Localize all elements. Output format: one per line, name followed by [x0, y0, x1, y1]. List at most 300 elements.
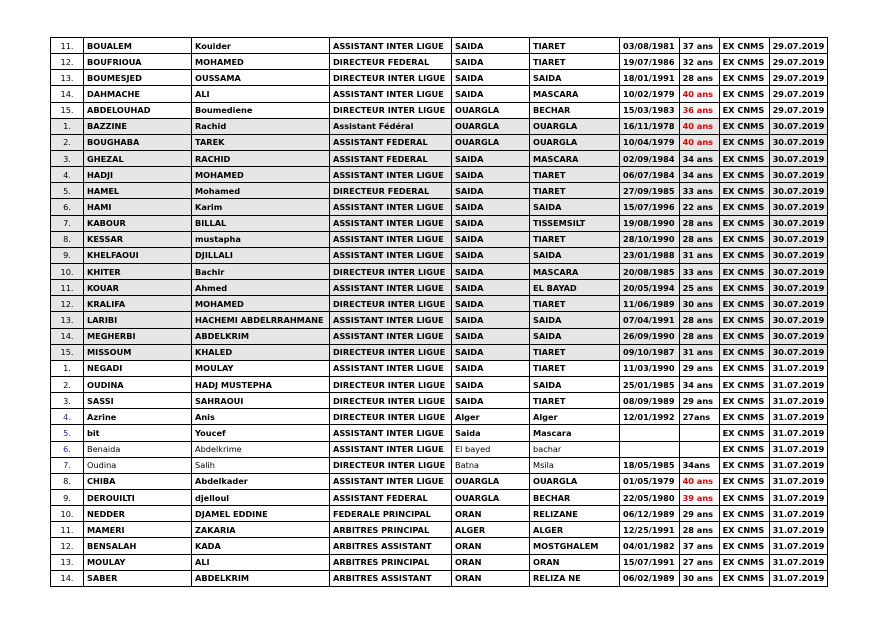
league-cell: ORAN — [452, 570, 530, 586]
function-title-cell: FEDERALE PRINCIPAL — [330, 506, 452, 522]
status-cell: EX CNMS — [719, 38, 769, 54]
last-name-cell: KOUAR — [84, 280, 192, 296]
table-row — [51, 522, 828, 538]
birth-date-cell: 01/05/1979 — [620, 473, 680, 489]
status-cell: EX CNMS — [719, 441, 769, 457]
status-cell: EX CNMS — [719, 376, 769, 392]
session-date-cell: 31.07.2019 — [769, 360, 828, 376]
function-title-cell: ARBITRES ASSISTANT — [330, 570, 452, 586]
league-cell: SAIDA — [452, 38, 530, 54]
age-cell — [679, 425, 719, 441]
birth-date-cell: 19/08/1990 — [620, 215, 680, 231]
last-name-cell: KESSAR — [84, 231, 192, 247]
function-title-cell: ASSISTANT INTER LIGUE — [330, 425, 452, 441]
row-number-cell: 13. — [51, 312, 84, 328]
age-cell: 31 ans — [679, 247, 719, 263]
league-cell: ORAN — [452, 554, 530, 570]
row-number-cell: 8. — [51, 231, 84, 247]
status-cell: EX CNMS — [719, 54, 769, 70]
birth-date-cell: 11/06/1989 — [620, 296, 680, 312]
row-number-cell: 11. — [51, 522, 84, 538]
row-number-cell: 13. — [51, 70, 84, 86]
table-row — [51, 38, 828, 54]
first-name-cell: Rachid — [192, 118, 330, 134]
wilaya-cell: RELIZANE — [530, 506, 620, 522]
first-name-cell: ZAKARIA — [192, 522, 330, 538]
row-number-cell: 6. — [51, 441, 84, 457]
function-title-cell: ASSISTANT INTER LIGUE — [330, 86, 452, 102]
first-name-cell: SAHRAOUI — [192, 393, 330, 409]
session-date-cell: 30.07.2019 — [769, 328, 828, 344]
table-row — [51, 54, 828, 70]
league-cell: SAIDA — [452, 183, 530, 199]
last-name-cell: MOULAY — [84, 554, 192, 570]
birth-date-cell: 12/01/1992 — [620, 409, 680, 425]
last-name-cell: MAMERI — [84, 522, 192, 538]
birth-date-cell: 20/08/1985 — [620, 263, 680, 279]
wilaya-cell: OUARGLA — [530, 473, 620, 489]
table-row — [51, 312, 828, 328]
row-number-cell: 6. — [51, 199, 84, 215]
table-row — [51, 570, 828, 586]
wilaya-cell: Mascara — [530, 425, 620, 441]
status-cell: EX CNMS — [719, 570, 769, 586]
age-cell: 28 ans — [679, 215, 719, 231]
status-cell: EX CNMS — [719, 263, 769, 279]
status-cell: EX CNMS — [719, 457, 769, 473]
session-date-cell: 30.07.2019 — [769, 118, 828, 134]
birth-date-cell: 23/01/1988 — [620, 247, 680, 263]
wilaya-cell: RELIZA NE — [530, 570, 620, 586]
birth-date-cell: 16/11/1978 — [620, 118, 680, 134]
last-name-cell: Benaida — [84, 441, 192, 457]
last-name-cell: BOUALEM — [84, 38, 192, 54]
session-date-cell: 30.07.2019 — [769, 134, 828, 150]
row-number-cell: 11. — [51, 38, 84, 54]
last-name-cell: HAMI — [84, 199, 192, 215]
status-cell: EX CNMS — [719, 473, 769, 489]
table-row — [51, 280, 828, 296]
wilaya-cell: MASCARA — [530, 86, 620, 102]
first-name-cell: MOHAMED — [192, 167, 330, 183]
birth-date-cell: 15/07/1996 — [620, 199, 680, 215]
birth-date-cell — [620, 425, 680, 441]
birth-date-cell: 11/03/1990 — [620, 360, 680, 376]
table-row — [51, 344, 828, 360]
league-cell: SAIDA — [452, 360, 530, 376]
table-row — [51, 328, 828, 344]
league-cell: ORAN — [452, 506, 530, 522]
first-name-cell: DJAMEL EDDINE — [192, 506, 330, 522]
session-date-cell: 31.07.2019 — [769, 473, 828, 489]
table-row — [51, 441, 828, 457]
session-date-cell: 30.07.2019 — [769, 183, 828, 199]
session-date-cell: 31.07.2019 — [769, 506, 828, 522]
birth-date-cell: 06/07/1984 — [620, 167, 680, 183]
row-number-cell: 13. — [51, 554, 84, 570]
age-cell: 31 ans — [679, 344, 719, 360]
birth-date-cell: 22/05/1980 — [620, 489, 680, 505]
wilaya-cell: MASCARA — [530, 150, 620, 166]
session-date-cell: 29.07.2019 — [769, 38, 828, 54]
last-name-cell: KABOUR — [84, 215, 192, 231]
first-name-cell: Kouider — [192, 38, 330, 54]
wilaya-cell: TIARET — [530, 54, 620, 70]
table-row — [51, 215, 828, 231]
referee-list-table — [50, 37, 828, 587]
league-cell: OUARGLA — [452, 473, 530, 489]
session-date-cell: 30.07.2019 — [769, 280, 828, 296]
function-title-cell: ASSISTANT FEDERAL — [330, 134, 452, 150]
status-cell: EX CNMS — [719, 167, 769, 183]
last-name-cell: NEDDER — [84, 506, 192, 522]
age-cell: 37 ans — [679, 538, 719, 554]
table-row — [51, 425, 828, 441]
last-name-cell: BOUMESJED — [84, 70, 192, 86]
session-date-cell: 31.07.2019 — [769, 376, 828, 392]
row-number-cell: 14. — [51, 328, 84, 344]
age-cell: 27ans — [679, 409, 719, 425]
last-name-cell: BOUGHABA — [84, 134, 192, 150]
birth-date-cell: 06/12/1989 — [620, 506, 680, 522]
last-name-cell: HADJI — [84, 167, 192, 183]
function-title-cell: ASSISTANT INTER LIGUE — [330, 473, 452, 489]
league-cell: OUARGLA — [452, 489, 530, 505]
table-row — [51, 247, 828, 263]
age-cell: 29 ans — [679, 360, 719, 376]
age-cell: 30 ans — [679, 570, 719, 586]
league-cell: SAIDA — [452, 54, 530, 70]
first-name-cell: Youcef — [192, 425, 330, 441]
function-title-cell: Assistant Fédéral — [330, 118, 452, 134]
last-name-cell: BENSALAH — [84, 538, 192, 554]
wilaya-cell: ALGER — [530, 522, 620, 538]
row-number-cell: 14. — [51, 570, 84, 586]
function-title-cell: ASSISTANT INTER LIGUE — [330, 199, 452, 215]
row-number-cell: 8. — [51, 473, 84, 489]
row-number-cell: 2. — [51, 134, 84, 150]
league-cell: SAIDA — [452, 312, 530, 328]
age-cell: 40 ans — [679, 86, 719, 102]
table-row — [51, 263, 828, 279]
row-number-cell: 9. — [51, 489, 84, 505]
wilaya-cell: EL BAYAD — [530, 280, 620, 296]
function-title-cell: DIRECTEUR INTER LIGUE — [330, 70, 452, 86]
first-name-cell: KHALED — [192, 344, 330, 360]
status-cell: EX CNMS — [719, 538, 769, 554]
wilaya-cell: SAIDA — [530, 70, 620, 86]
age-cell: 28 ans — [679, 328, 719, 344]
birth-date-cell: 18/05/1985 — [620, 457, 680, 473]
first-name-cell: TAREK — [192, 134, 330, 150]
function-title-cell: ASSISTANT INTER LIGUE — [330, 441, 452, 457]
first-name-cell: mustapha — [192, 231, 330, 247]
birth-date-cell — [620, 441, 680, 457]
function-title-cell: ASSISTANT FEDERAL — [330, 489, 452, 505]
status-cell: EX CNMS — [719, 215, 769, 231]
last-name-cell: KHELFAOUI — [84, 247, 192, 263]
wilaya-cell: TIARET — [530, 167, 620, 183]
last-name-cell: KRALIFA — [84, 296, 192, 312]
birth-date-cell: 15/07/1991 — [620, 554, 680, 570]
first-name-cell: Abdelkader — [192, 473, 330, 489]
session-date-cell: 31.07.2019 — [769, 538, 828, 554]
table-row — [51, 296, 828, 312]
status-cell: EX CNMS — [719, 328, 769, 344]
wilaya-cell: TIARET — [530, 38, 620, 54]
session-date-cell: 30.07.2019 — [769, 231, 828, 247]
session-date-cell: 31.07.2019 — [769, 570, 828, 586]
birth-date-cell: 19/07/1986 — [620, 54, 680, 70]
session-date-cell: 31.07.2019 — [769, 409, 828, 425]
wilaya-cell: TIARET — [530, 360, 620, 376]
wilaya-cell: SAIDA — [530, 199, 620, 215]
status-cell: EX CNMS — [719, 231, 769, 247]
session-date-cell: 30.07.2019 — [769, 215, 828, 231]
last-name-cell: bit — [84, 425, 192, 441]
session-date-cell: 31.07.2019 — [769, 522, 828, 538]
function-title-cell: ASSISTANT INTER LIGUE — [330, 312, 452, 328]
last-name-cell: BOUFRIOUA — [84, 54, 192, 70]
first-name-cell: MOULAY — [192, 360, 330, 376]
row-number-cell: 1. — [51, 360, 84, 376]
league-cell: SAIDA — [452, 70, 530, 86]
wilaya-cell: TISSEMSILT — [530, 215, 620, 231]
wilaya-cell: SAIDA — [530, 312, 620, 328]
session-date-cell: 31.07.2019 — [769, 393, 828, 409]
function-title-cell: DIRECTEUR FEDERAL — [330, 183, 452, 199]
first-name-cell: BILLAL — [192, 215, 330, 231]
age-cell: 29 ans — [679, 393, 719, 409]
function-title-cell: DIRECTEUR INTER LIGUE — [330, 376, 452, 392]
session-date-cell: 29.07.2019 — [769, 86, 828, 102]
row-number-cell: 2. — [51, 376, 84, 392]
status-cell: EX CNMS — [719, 70, 769, 86]
league-cell: SAIDA — [452, 231, 530, 247]
age-cell: 27 ans — [679, 554, 719, 570]
age-cell: 30 ans — [679, 296, 719, 312]
league-cell: SAIDA — [452, 280, 530, 296]
status-cell: EX CNMS — [719, 425, 769, 441]
function-title-cell: ARBITRES PRINCIPAL — [330, 522, 452, 538]
league-cell: SAIDA — [452, 199, 530, 215]
birth-date-cell: 26/09/1990 — [620, 328, 680, 344]
age-cell: 39 ans — [679, 489, 719, 505]
session-date-cell: 31.07.2019 — [769, 457, 828, 473]
league-cell: SAIDA — [452, 344, 530, 360]
age-cell: 34ans — [679, 457, 719, 473]
status-cell: EX CNMS — [719, 506, 769, 522]
last-name-cell: MISSOUM — [84, 344, 192, 360]
function-title-cell: ASSISTANT FEDERAL — [330, 150, 452, 166]
row-number-cell: 12. — [51, 54, 84, 70]
last-name-cell: ABDELOUHAD — [84, 102, 192, 118]
league-cell: Alger — [452, 409, 530, 425]
table-row — [51, 86, 828, 102]
function-title-cell: DIRECTEUR INTER LIGUE — [330, 409, 452, 425]
age-cell: 34 ans — [679, 376, 719, 392]
row-number-cell: 12. — [51, 538, 84, 554]
league-cell: OUARGLA — [452, 118, 530, 134]
session-date-cell: 30.07.2019 — [769, 263, 828, 279]
last-name-cell: BAZZINE — [84, 118, 192, 134]
function-title-cell: ASSISTANT INTER LIGUE — [330, 231, 452, 247]
status-cell: EX CNMS — [719, 312, 769, 328]
first-name-cell: ABDELKRIM — [192, 570, 330, 586]
row-number-cell: 10. — [51, 263, 84, 279]
age-cell: 25 ans — [679, 280, 719, 296]
birth-date-cell: 06/02/1989 — [620, 570, 680, 586]
age-cell: 28 ans — [679, 522, 719, 538]
table-row — [51, 134, 828, 150]
function-title-cell: DIRECTEUR INTER LIGUE — [330, 344, 452, 360]
session-date-cell: 29.07.2019 — [769, 102, 828, 118]
table-row — [51, 409, 828, 425]
league-cell: ALGER — [452, 522, 530, 538]
last-name-cell: NEGADI — [84, 360, 192, 376]
status-cell: EX CNMS — [719, 102, 769, 118]
birth-date-cell: 03/08/1981 — [620, 38, 680, 54]
function-title-cell: DIRECTEUR INTER LIGUE — [330, 102, 452, 118]
wilaya-cell: SAIDA — [530, 376, 620, 392]
status-cell: EX CNMS — [719, 393, 769, 409]
row-number-cell: 5. — [51, 425, 84, 441]
row-number-cell: 3. — [51, 150, 84, 166]
birth-date-cell: 27/09/1985 — [620, 183, 680, 199]
table-row — [51, 554, 828, 570]
session-date-cell: 30.07.2019 — [769, 199, 828, 215]
wilaya-cell: MASCARA — [530, 263, 620, 279]
birth-date-cell: 07/04/1991 — [620, 312, 680, 328]
league-cell: SAIDA — [452, 167, 530, 183]
first-name-cell: Anis — [192, 409, 330, 425]
table-row — [51, 473, 828, 489]
birth-date-cell: 15/03/1983 — [620, 102, 680, 118]
age-cell: 28 ans — [679, 231, 719, 247]
birth-date-cell: 09/10/1987 — [620, 344, 680, 360]
wilaya-cell: ORAN — [530, 554, 620, 570]
age-cell: 37 ans — [679, 38, 719, 54]
session-date-cell: 30.07.2019 — [769, 150, 828, 166]
status-cell: EX CNMS — [719, 199, 769, 215]
last-name-cell: CHIBA — [84, 473, 192, 489]
status-cell: EX CNMS — [719, 296, 769, 312]
function-title-cell: ASSISTANT INTER LIGUE — [330, 328, 452, 344]
row-number-cell: 5. — [51, 183, 84, 199]
wilaya-cell: TIARET — [530, 231, 620, 247]
age-cell: 28 ans — [679, 312, 719, 328]
row-number-cell: 7. — [51, 215, 84, 231]
age-cell: 28 ans — [679, 70, 719, 86]
age-cell: 29 ans — [679, 506, 719, 522]
wilaya-cell: OUARGLA — [530, 118, 620, 134]
birth-date-cell: 10/02/1979 — [620, 86, 680, 102]
league-cell: SAIDA — [452, 376, 530, 392]
first-name-cell: OUSSAMA — [192, 70, 330, 86]
last-name-cell: GHEZAL — [84, 150, 192, 166]
birth-date-cell: 12/25/1991 — [620, 522, 680, 538]
first-name-cell: DJILLALI — [192, 247, 330, 263]
table-row — [51, 376, 828, 392]
session-date-cell: 31.07.2019 — [769, 489, 828, 505]
function-title-cell: DIRECTEUR FEDERAL — [330, 54, 452, 70]
session-date-cell: 29.07.2019 — [769, 54, 828, 70]
birth-date-cell: 20/05/1994 — [620, 280, 680, 296]
wilaya-cell: OUARGLA — [530, 134, 620, 150]
first-name-cell: Boumediene — [192, 102, 330, 118]
row-number-cell: 1. — [51, 118, 84, 134]
table-row — [51, 167, 828, 183]
age-cell: 40 ans — [679, 134, 719, 150]
first-name-cell: ABDELKRIM — [192, 328, 330, 344]
birth-date-cell: 08/09/1989 — [620, 393, 680, 409]
status-cell: EX CNMS — [719, 344, 769, 360]
function-title-cell: DIRECTEUR INTER LIGUE — [330, 393, 452, 409]
age-cell: 22 ans — [679, 199, 719, 215]
table-row — [51, 538, 828, 554]
table-row — [51, 118, 828, 134]
age-cell: 33 ans — [679, 183, 719, 199]
birth-date-cell: 18/01/1991 — [620, 70, 680, 86]
last-name-cell: KHITER — [84, 263, 192, 279]
last-name-cell: Oudina — [84, 457, 192, 473]
status-cell: EX CNMS — [719, 86, 769, 102]
function-title-cell: ASSISTANT INTER LIGUE — [330, 280, 452, 296]
league-cell: SAIDA — [452, 150, 530, 166]
function-title-cell: ASSISTANT INTER LIGUE — [330, 360, 452, 376]
table-row — [51, 231, 828, 247]
birth-date-cell: 04/01/1982 — [620, 538, 680, 554]
function-title-cell: ASSISTANT INTER LIGUE — [330, 38, 452, 54]
last-name-cell: DEROUILTI — [84, 489, 192, 505]
league-cell: Saida — [452, 425, 530, 441]
last-name-cell: MEGHERBI — [84, 328, 192, 344]
first-name-cell: HADJ MUSTEPHA — [192, 376, 330, 392]
function-title-cell: DIRECTEUR INTER LIGUE — [330, 296, 452, 312]
table-row — [51, 70, 828, 86]
age-cell — [679, 441, 719, 457]
table-row — [51, 360, 828, 376]
league-cell: SAIDA — [452, 393, 530, 409]
wilaya-cell: SAIDA — [530, 328, 620, 344]
wilaya-cell: MOSTGHALEM — [530, 538, 620, 554]
age-cell: 40 ans — [679, 473, 719, 489]
row-number-cell: 9. — [51, 247, 84, 263]
row-number-cell: 11. — [51, 280, 84, 296]
birth-date-cell: 25/01/1985 — [620, 376, 680, 392]
first-name-cell: Salih — [192, 457, 330, 473]
age-cell: 36 ans — [679, 102, 719, 118]
session-date-cell: 31.07.2019 — [769, 554, 828, 570]
league-cell: SAIDA — [452, 263, 530, 279]
league-cell: SAIDA — [452, 247, 530, 263]
row-number-cell: 12. — [51, 296, 84, 312]
first-name-cell: ALI — [192, 86, 330, 102]
last-name-cell: OUDINA — [84, 376, 192, 392]
row-number-cell: 7. — [51, 457, 84, 473]
last-name-cell: SASSI — [84, 393, 192, 409]
league-cell: SAIDA — [452, 296, 530, 312]
session-date-cell: 30.07.2019 — [769, 167, 828, 183]
function-title-cell: DIRECTEUR INTER LIGUE — [330, 263, 452, 279]
table-row — [51, 150, 828, 166]
first-name-cell: MOHAMED — [192, 296, 330, 312]
birth-date-cell: 10/04/1979 — [620, 134, 680, 150]
function-title-cell: ARBITRES PRINCIPAL — [330, 554, 452, 570]
age-cell: 40 ans — [679, 118, 719, 134]
status-cell: EX CNMS — [719, 247, 769, 263]
first-name-cell: MOHAMED — [192, 54, 330, 70]
